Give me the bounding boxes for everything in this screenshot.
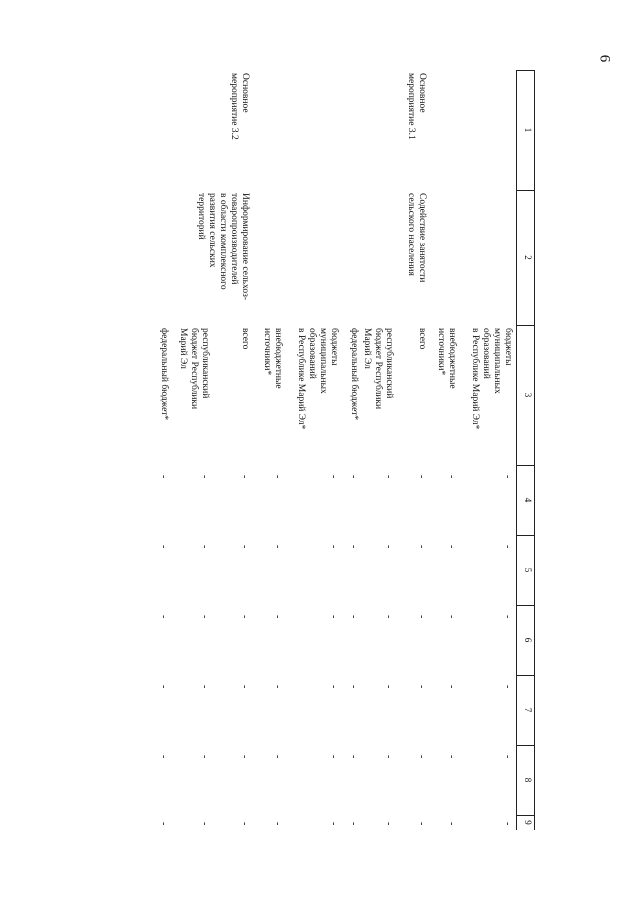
col-head-9: 9 xyxy=(523,820,533,825)
funding-source: внебюджетные источники* xyxy=(262,328,283,389)
header-sep xyxy=(516,325,535,326)
funding-source: внебюджетные источники* xyxy=(436,328,457,389)
col-head-6: 6 xyxy=(523,637,533,643)
value-cell: - xyxy=(446,545,457,549)
value-cell: - xyxy=(239,545,250,549)
funding-source: бюджеты муниципальных образований в Республике Марий Эл* xyxy=(296,328,339,430)
value-cell: - xyxy=(199,685,210,689)
value-cell: - xyxy=(158,475,169,479)
header-sep xyxy=(516,190,535,191)
value-cell: - xyxy=(328,615,339,619)
value-cell: - xyxy=(416,685,427,689)
value-cell: - xyxy=(199,545,210,549)
value-cell: - xyxy=(328,545,339,549)
value-cell: - xyxy=(383,685,394,689)
value-cell: - xyxy=(502,755,513,759)
rotated-table-sheet xyxy=(125,70,535,830)
value-cell: - xyxy=(502,685,513,689)
value-cell: - xyxy=(348,475,359,479)
value-cell: - xyxy=(383,755,394,759)
value-cell: - xyxy=(383,615,394,619)
funding-source: республиканский бюджет Республики Марий Эл xyxy=(178,328,210,410)
value-cell: - xyxy=(239,822,250,826)
funding-source: федеральный бюджет* xyxy=(159,328,169,421)
header-sep xyxy=(516,815,535,816)
funding-source: всего xyxy=(417,328,427,350)
value-cell: - xyxy=(502,822,513,826)
value-cell: - xyxy=(383,475,394,479)
value-cell: - xyxy=(199,475,210,479)
value-cell: - xyxy=(348,545,359,549)
col-head-8: 8 xyxy=(523,777,533,783)
value-cell: - xyxy=(328,755,339,759)
value-cell: - xyxy=(502,615,513,619)
value-cell: - xyxy=(272,475,283,479)
budget-table xyxy=(125,70,535,830)
col-head-4: 4 xyxy=(523,497,533,503)
value-cell: - xyxy=(239,685,250,689)
value-cell: - xyxy=(502,475,513,479)
value-cell: - xyxy=(328,822,339,826)
value-cell: - xyxy=(383,822,394,826)
value-cell: - xyxy=(416,475,427,479)
header-sep xyxy=(516,675,535,676)
col-head-3: 3 xyxy=(523,392,533,398)
col-head-5: 5 xyxy=(523,567,533,573)
measure-code: Основное мероприятие 3.2 xyxy=(229,73,250,140)
page-number: 6 xyxy=(596,54,613,63)
col-head-2: 2 xyxy=(523,255,533,260)
value-cell: - xyxy=(348,822,359,826)
value-cell: - xyxy=(446,685,457,689)
value-cell: - xyxy=(272,545,283,549)
value-cell: - xyxy=(199,615,210,619)
header-bottom-rule xyxy=(516,70,517,830)
value-cell: - xyxy=(416,822,427,826)
value-cell: - xyxy=(328,475,339,479)
value-cell: - xyxy=(348,615,359,619)
value-cell: - xyxy=(446,755,457,759)
header-sep xyxy=(516,70,535,71)
funding-source: всего xyxy=(240,328,250,350)
col-head-1: 1 xyxy=(523,127,533,133)
value-cell: - xyxy=(272,755,283,759)
value-cell: - xyxy=(158,755,169,759)
value-cell: - xyxy=(502,545,513,549)
value-cell: - xyxy=(446,822,457,826)
value-cell: - xyxy=(199,822,210,826)
value-cell: - xyxy=(328,685,339,689)
value-cell: - xyxy=(416,615,427,619)
value-cell: - xyxy=(239,615,250,619)
value-cell: - xyxy=(272,685,283,689)
value-cell: - xyxy=(199,755,210,759)
funding-source: федеральный бюджет* xyxy=(349,328,359,421)
funding-source: республиканский бюджет Республики Марий Эл xyxy=(362,328,394,410)
measure-title: Содействие занятости сельского населения xyxy=(406,193,427,283)
value-cell: - xyxy=(416,545,427,549)
measure-code: Основное мероприятие 3.1 xyxy=(406,73,427,140)
header-sep xyxy=(516,535,535,536)
value-cell: - xyxy=(239,475,250,479)
header-sep xyxy=(516,465,535,466)
value-cell: - xyxy=(158,545,169,549)
value-cell: - xyxy=(272,615,283,619)
col-head-7: 7 xyxy=(523,707,533,713)
value-cell: - xyxy=(158,822,169,826)
funding-source: бюджеты муниципальных образований в Республике Марий Эл* xyxy=(470,328,513,430)
value-cell: - xyxy=(348,685,359,689)
value-cell: - xyxy=(239,755,250,759)
value-cell: - xyxy=(158,615,169,619)
value-cell: - xyxy=(158,685,169,689)
value-cell: - xyxy=(383,545,394,549)
value-cell: - xyxy=(446,475,457,479)
value-cell: - xyxy=(348,755,359,759)
header-sep xyxy=(516,605,535,606)
value-cell: - xyxy=(416,755,427,759)
value-cell: - xyxy=(272,822,283,826)
header-sep xyxy=(516,745,535,746)
header-top-rule xyxy=(534,70,535,830)
measure-title: Информирование сельхоз- товаропроизводителей в области комплексного развития сельских территорий xyxy=(196,193,250,301)
value-cell: - xyxy=(446,615,457,619)
